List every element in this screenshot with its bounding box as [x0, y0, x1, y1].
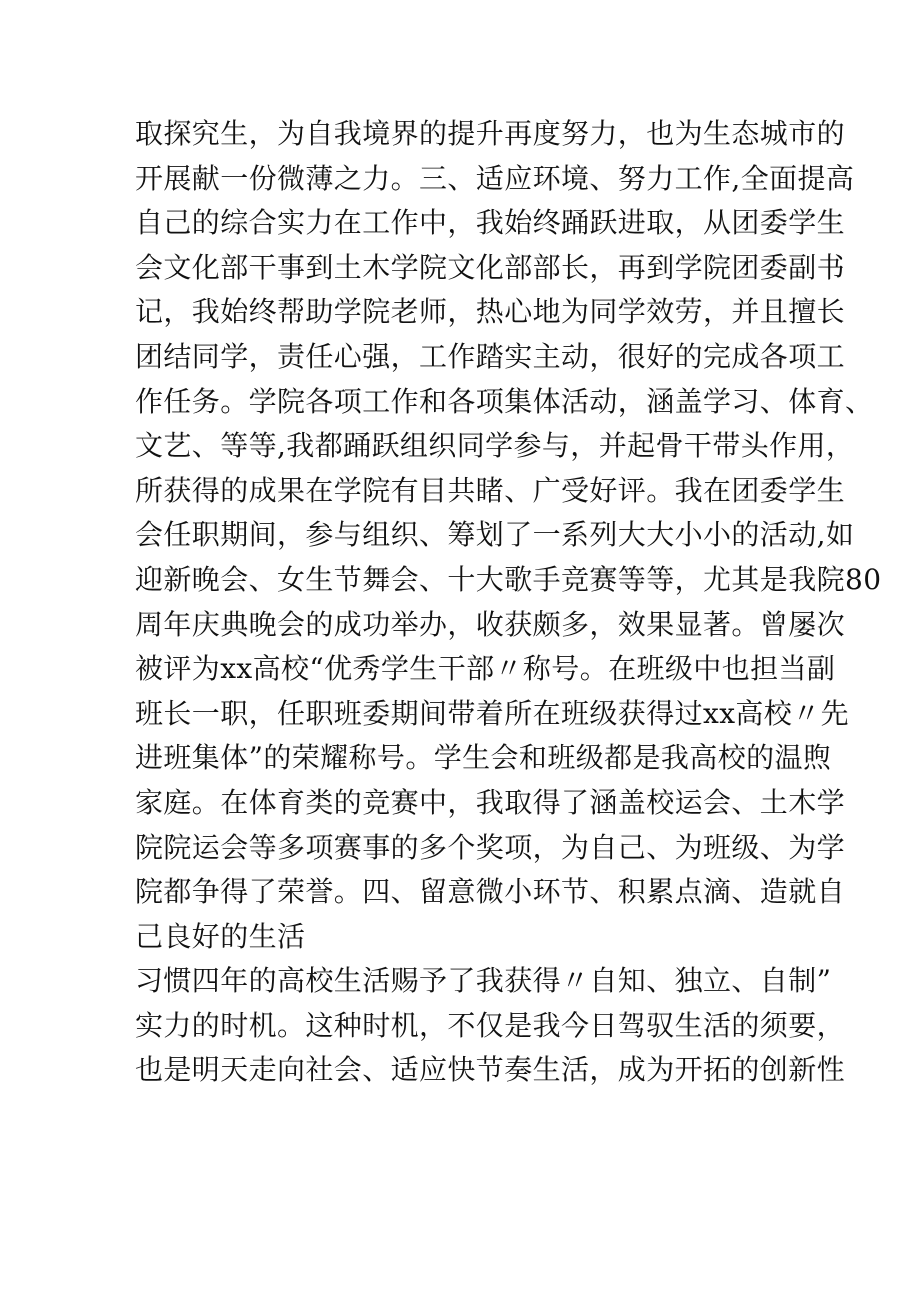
text-line: 院都争得了荣誉。四、留意微小环节、积累点滴、造就自: [135, 875, 846, 909]
text-line: 文艺、等等,我都踊跃组织同学参与，并起骨干带头作用，: [135, 429, 855, 463]
text-line: 会文化部干事到土木学院文化部部长，再到学院团委副书: [135, 250, 846, 284]
text-line: 习惯四年的高校生活赐予了我获得〃自知、独立、自制”: [135, 964, 832, 998]
text-line: 记，我始终帮助学院老师，热心地为同学效劳，并且擅长: [135, 295, 846, 329]
text-line: 进班集体”的荣耀称号。学生会和班级都是我高校的温煦: [135, 741, 832, 775]
text-line: 会任职期间，参与组织、筹划了一系列大大小小的活动,如: [135, 518, 855, 552]
text-line: 周年庆典晚会的成功举办，收获颇多，效果显著。曾屡次: [135, 607, 846, 641]
text-line: 取探究生，为自我境界的提升再度努力，也为生态城市的: [135, 117, 846, 150]
text-line: 实力的时机。这种时机，不仅是我今日驾驭生活的须要，: [135, 1008, 846, 1042]
text-line: 迎新晚会、女生节舞会、十大歌手竞赛等等，尤其是我院80: [135, 562, 882, 596]
text-line: 自己的综合实力在工作中，我始终踊跃进取，从团委学生: [135, 206, 846, 240]
text-line: 家庭。在体育类的竞赛中，我取得了涵盖校运会、土木学: [135, 785, 846, 819]
text-line: 作任务。学院各项工作和各项集体活动，涵盖学习、体育、: [135, 384, 874, 418]
text-line: 也是明天走向社会、适应快节奏生活，成为开拓的创新性: [135, 1053, 846, 1087]
text-line: 团结同学，责任心强，工作踏实主动，很好的完成各项工: [135, 339, 846, 373]
text-line: 己良好的生活: [135, 919, 306, 953]
text-line: 班长一职，任职班委期间带着所在班级获得过xx高校〃先: [135, 696, 849, 730]
text-line: 院院运会等多项赛事的多个奖项，为自己、为班级、为学: [135, 830, 846, 864]
text-line: 所获得的成果在学院有目共睹、广受好评。我在团委学生: [135, 473, 846, 507]
body-text: [135, 112, 882, 1093]
text-line: 被评为xx高校“优秀学生干部〃称号。在班级中也担当副: [135, 652, 836, 686]
text-line: 开展献一份微薄之力。三、适应环境、努力工作,全面提高: [135, 161, 855, 195]
